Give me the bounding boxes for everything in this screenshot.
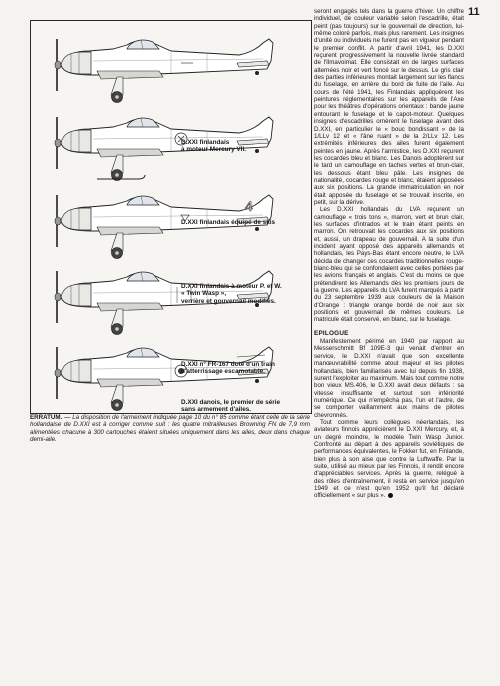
aircraft-profiles-drawing [31,21,311,413]
end-of-article-mark [388,493,393,498]
caption-mercury: D.XXI finlandais à moteur Mercury VII. [181,139,246,154]
epilogue-paragraph: Manifestement périmé en 1940 par rapport au Messerschmitt Bf 109E-3 qui venait d'entrer en service, le D.XXI n'avait que son excellente manœuvrabilité comme atout majeur et les pilotes hollandais, bien familiarisés avec lui depuis fin 1938, surent l'exploiter au maximum. Mais tout comme notre bon vieux MS.406, le D.XXI avait deux défauts : sa vitesse insuffisante et surtout son infériorité numérique. Ce qui n'empêcha pas, l'un et l'autre, de se comporter vaillamment aux mains de pilotes chevronnés. [314,338,464,419]
epilogue-paragraph: Tout comme leurs collègues néerlandais, les aviateurs finnois apprécièrent le D.XXI Mercury, et, à un degré moindre, le modèle Twin Wasp Junior. Confronté au départ à des appareils soviétiques de performances équivalentes, le Fokker fut, en Finlande, bien plus à son aise que contre la Luftwaffe. Par la suite, utilisé au mieux par les Finnois, il rendit encore d'appréciables services. Après la guerre, relégué à des rôles d'entraînement, il resta en service jusqu'en 1949 et ce n'est qu'en 1952 qu'il fut déclaré officiellement « sur plus ». [314,418,464,500]
page-number: 11 [468,6,480,18]
caption-skis: D.XXI finlandais équipé de skis [181,219,276,226]
aircraft-profiles-figure [30,20,312,414]
erratum-heading: ERRATUM. [30,414,63,421]
caption-danish: D.XXI danois, le premier de série sans armement d'ailes. [181,399,281,414]
caption-twin-wasp: D.XXI finlandais à moteur P. et W. « Twin Wasp », verrière et gouvernail modifiés. [181,283,282,305]
article-paragraph: Les D.XXI hollandais du LVA reçurent un camouflage « trois tons », marron, vert et brun clair, les surfaces d'intrados et le train étant peints en marron. On retrouvait les cocardes aux six positions et, aussi, un drapeau de gouvernail. A la suite d'un incident ayant opposé des appareils allemands et hollandais, les Pays-Bas étant encore neutre, le LVA décida de changer ces cocardes traditionnelles rouge-blanc-bleu qui se confondaient avec celles portées par les avions français et anglais. C'est du moins ce que prétendirent les Allemands dès les premiers jours de la guerre. Les appareils du LVA furent marqués à partir du 23 septembre 1939 aux couleurs de la Maison d'Orange : triangle orange bordé de noir aux six positions et gouvernail de mêmes couleurs. Le matricule était conservé, en blanc, sur le fuselage. [314,206,464,324]
section-title-epilogue: EPILOGUE [314,329,349,337]
erratum-text: — La disposition de l'armement indiquée page 10 du n° 85 comme étant celle de la série hollandaise de D.XXI est à corriger comme suit : les quatre mitrailleuses Browning FN de 7,9 mm alimentées chacune à 300 cartouches étaient situées uniquement dans les ailes, deux dans chaque demi-aile. [30,414,310,444]
caption-fr167: D.XXI n° FR-167 doté d'un train d'atterrissage escamotable. [181,361,275,376]
aircraft-profile-mercury [55,39,273,103]
article-column [314,8,464,500]
rudder-number: 4 [245,198,253,214]
erratum-note [30,414,310,444]
aircraft-profile-twin-wasp [55,195,276,259]
article-paragraph: seront engagés tels dans la guerre d'hiver. Un chiffre individuel, de couleur variable selon l'escadrille, était peint (pas toujours) sur le gouvernail de direction, lui-même coloré parfois, mais plus rarement. Les insignes d'unité ou individuels ne furent pas en vigueur pendant le premier conflit. A partir d'avril 1941, les D.XXI reçurent progressivement la nouvelle livrée standard de l'Ilmavoimat. Elle consistait en de larges surfaces alternées noir et vert foncé sur le dessus. Le gris clair des parties inférieures montait largement sur les flancs du fuselage, en arrière du bord de fuite de l'aile. Au cours de l'été 1941, les Finlandais appliquèrent les peintures réglementaires sur les appareils de l'Axe pour les théâtres d'opérations orientaux : bande jaune entourant le fuselage et le capot-moteur. Quelques insignes d'escadrilles ornèrent le fuselage avant des D.XXI, en particulier le « bouc bondissant » de la 1/LLv 12 et « l'âne ruant » de la 2/LLv 12. Les extrémités inférieures des ailes furent également peintes en jaune. Après l'armistice, les D.XXI reçurent les cocardes bleu et blanc. Les Danois adoptèrent sur le tard un camouflage en taches vertes et brun-clair, les dessous étant bleu pâle. Les insignes de nationalité, cocardes rouge et blanc, étaient apposées aux six positions. La grande immatriculation en noir était apposée du fuselage et se trouvait inscrite, en petit, sur la dérive. [314,8,464,206]
